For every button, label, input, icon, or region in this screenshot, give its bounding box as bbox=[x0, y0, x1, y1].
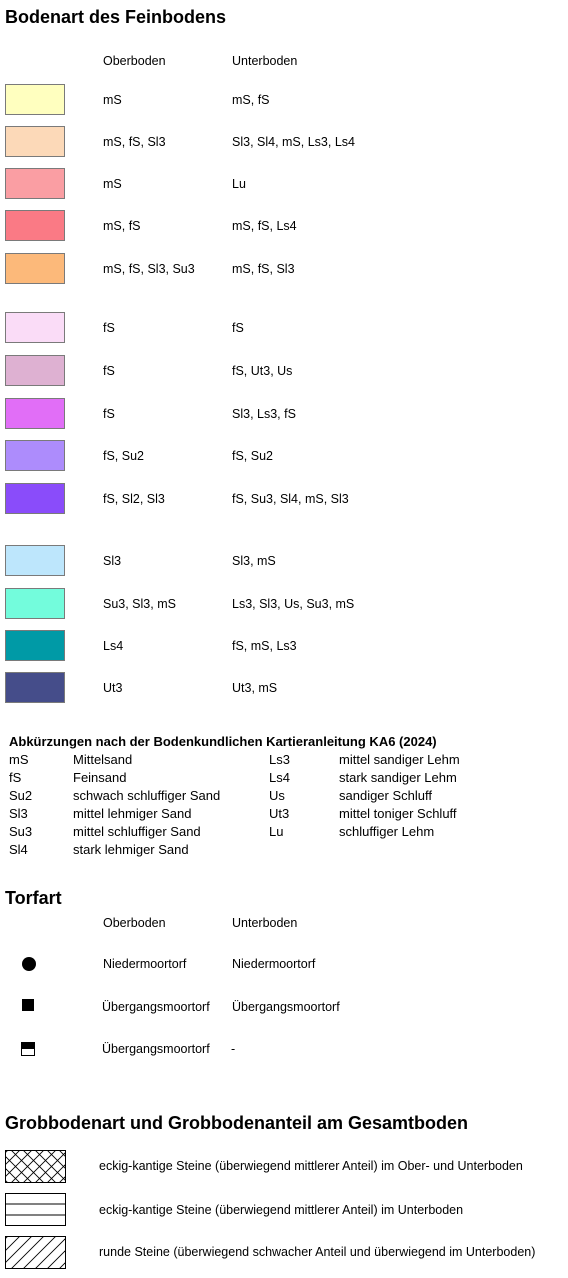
torf-ober-label: Übergangsmoortorf bbox=[102, 1042, 210, 1056]
section-title-torfart: Torfart bbox=[5, 888, 62, 908]
torf-ober-label: Niedermoortorf bbox=[103, 957, 187, 971]
unterboden-label: mS, fS bbox=[232, 93, 270, 107]
abbreviation-code: Su3 bbox=[9, 824, 33, 839]
abbreviation-code: Ut3 bbox=[269, 806, 290, 821]
abbreviation-meaning: stark sandiger Lehm bbox=[339, 770, 457, 785]
abbreviation-meaning: schluffiger Lehm bbox=[339, 824, 435, 839]
unterboden-label: fS, Su2 bbox=[232, 449, 273, 463]
abbreviation-meaning: sandiger Schluff bbox=[339, 788, 432, 803]
column-header-unterboden: Unterboden bbox=[232, 54, 298, 68]
color-swatch bbox=[5, 210, 65, 241]
abbreviation-meaning: mittel toniger Schluff bbox=[339, 806, 457, 821]
unterboden-label: fS, Ut3, Us bbox=[232, 364, 293, 378]
abbreviation-meaning: mittel schluffiger Sand bbox=[73, 824, 201, 839]
color-swatch bbox=[5, 440, 65, 471]
crosshatch-pattern-icon bbox=[5, 1150, 66, 1183]
oberboden-label: Sl3 bbox=[103, 554, 122, 568]
color-swatch bbox=[5, 672, 65, 703]
torf-ober-label: Übergangsmoortorf bbox=[102, 1000, 210, 1014]
oberboden-label: mS, fS, Sl3 bbox=[103, 135, 166, 149]
section-title-grobboden: Grobbodenart und Grobbodenanteil am Gesamtboden bbox=[5, 1113, 469, 1133]
abbreviation-code: Ls3 bbox=[269, 752, 290, 767]
oberboden-label: fS bbox=[103, 321, 115, 335]
color-swatch bbox=[5, 126, 65, 157]
abbreviation-meaning: Mittelsand bbox=[73, 752, 133, 767]
oberboden-label: fS, Sl2, Sl3 bbox=[103, 492, 165, 506]
color-swatch bbox=[5, 630, 65, 661]
section-title-feinboden: Bodenart des Feinbodens bbox=[5, 7, 227, 27]
unterboden-label: mS, fS, Ls4 bbox=[232, 219, 297, 233]
oberboden-label: mS bbox=[103, 177, 122, 191]
torf-unter-label: - bbox=[231, 1042, 236, 1056]
abbreviation-meaning: mittel sandiger Lehm bbox=[339, 752, 460, 767]
abbreviation-code: Sl4 bbox=[9, 842, 28, 857]
filled-circle-icon bbox=[22, 957, 36, 971]
abbreviation-meaning: mittel lehmiger Sand bbox=[73, 806, 192, 821]
unterboden-label: Ut3, mS bbox=[232, 681, 278, 695]
color-swatch bbox=[5, 545, 65, 576]
torf-column-header-oberboden: Oberboden bbox=[103, 916, 166, 930]
color-swatch bbox=[5, 168, 65, 199]
oberboden-label: Ls4 bbox=[103, 639, 124, 653]
column-header-oberboden: Oberboden bbox=[103, 54, 166, 68]
abbreviation-code: Ls4 bbox=[269, 770, 290, 785]
unterboden-label: Sl3, Ls3, fS bbox=[232, 407, 296, 421]
oberboden-label: fS bbox=[103, 407, 115, 421]
color-swatch bbox=[5, 253, 65, 284]
abbreviation-meaning: stark lehmiger Sand bbox=[73, 842, 189, 857]
abbreviation-code: mS bbox=[9, 752, 29, 767]
half-filled-square-icon bbox=[21, 1042, 35, 1056]
color-swatch bbox=[5, 398, 65, 429]
color-swatch bbox=[5, 312, 65, 343]
color-swatch bbox=[5, 84, 65, 115]
unterboden-label: mS, fS, Sl3 bbox=[232, 262, 295, 276]
color-swatch bbox=[5, 588, 65, 619]
grobboden-label: eckig-kantige Steine (überwiegend mittlerer Anteil) im Unterboden bbox=[99, 1203, 464, 1217]
oberboden-label: fS, Su2 bbox=[103, 449, 144, 463]
torf-unter-label: Niedermoortorf bbox=[232, 957, 316, 971]
unterboden-label: fS, mS, Ls3 bbox=[232, 639, 297, 653]
grobboden-label: eckig-kantige Steine (überwiegend mittlerer Anteil) im Ober- und Unterboden bbox=[99, 1159, 523, 1173]
unterboden-label: fS bbox=[232, 321, 244, 335]
abbreviation-code: Su2 bbox=[9, 788, 33, 803]
unterboden-label: Sl3, Sl4, mS, Ls3, Ls4 bbox=[232, 135, 355, 149]
filled-square-icon bbox=[22, 999, 34, 1011]
oberboden-label: Su3, Sl3, mS bbox=[103, 597, 176, 611]
abbreviation-code: Lu bbox=[269, 824, 284, 839]
unterboden-label: Ls3, Sl3, Us, Su3, mS bbox=[232, 597, 355, 611]
unterboden-label: Lu bbox=[232, 177, 246, 191]
oberboden-label: mS bbox=[103, 93, 122, 107]
color-swatch bbox=[5, 483, 65, 514]
abbreviation-meaning: Feinsand bbox=[73, 770, 127, 785]
abbreviation-code: Sl3 bbox=[9, 806, 28, 821]
grobboden-label: runde Steine (überwiegend schwacher Anteil und überwiegend im Unterboden) bbox=[99, 1245, 536, 1259]
diagonal-lines-pattern-icon bbox=[5, 1236, 66, 1269]
oberboden-label: mS, fS bbox=[103, 219, 141, 233]
oberboden-label: fS bbox=[103, 364, 115, 378]
unterboden-label: fS, Su3, Sl4, mS, Sl3 bbox=[232, 492, 349, 506]
oberboden-label: mS, fS, Sl3, Su3 bbox=[103, 262, 195, 276]
abbreviation-meaning: schwach schluffiger Sand bbox=[73, 788, 221, 803]
unterboden-label: Sl3, mS bbox=[232, 554, 276, 568]
torf-column-header-unterboden: Unterboden bbox=[232, 916, 298, 930]
oberboden-label: Ut3 bbox=[103, 681, 123, 695]
torf-unter-label: Übergangsmoortorf bbox=[232, 1000, 340, 1014]
color-swatch bbox=[5, 355, 65, 386]
abbreviations-title: Abkürzungen nach der Bodenkundlichen Kartieranleitung KA6 (2024) bbox=[9, 734, 437, 749]
abbreviation-code: Us bbox=[269, 788, 285, 803]
abbreviation-code: fS bbox=[9, 770, 22, 785]
horizontal-lines-pattern-icon bbox=[5, 1193, 66, 1226]
